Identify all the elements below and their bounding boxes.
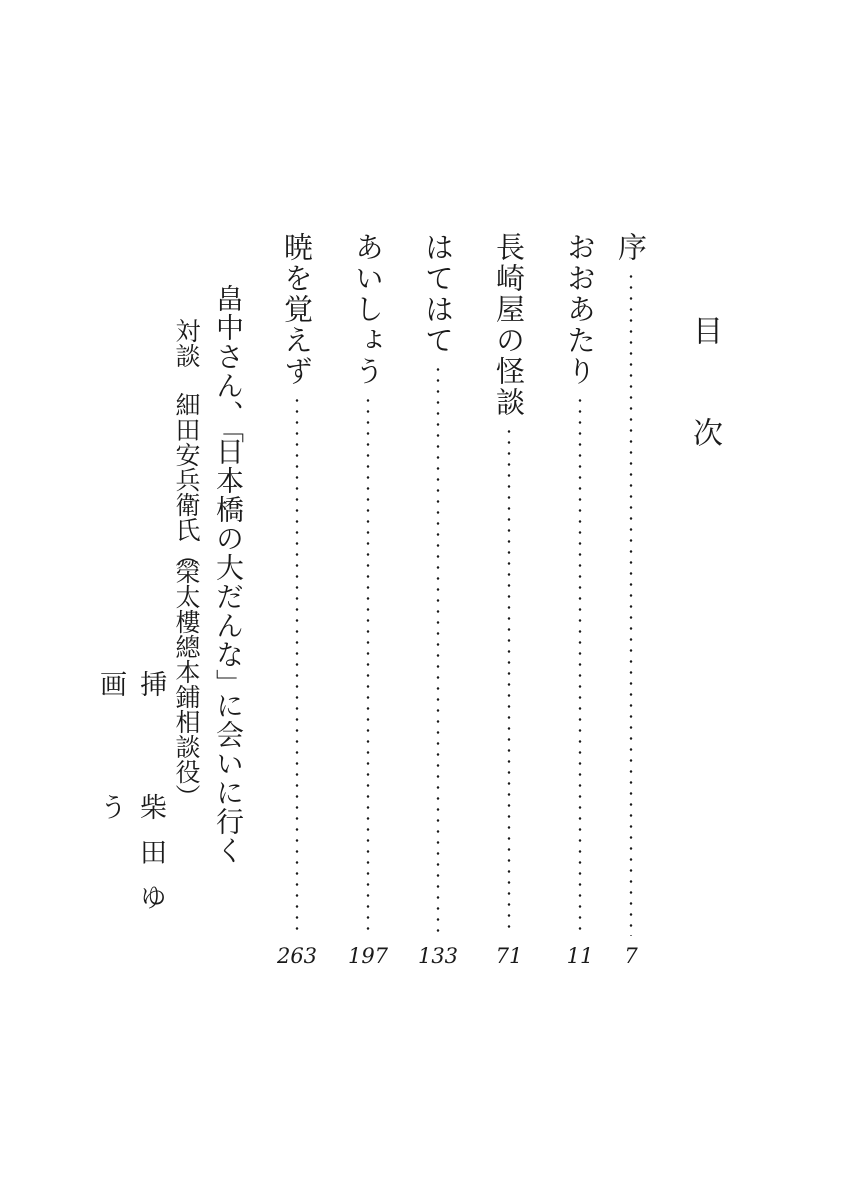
dot-leader	[507, 426, 511, 936]
toc-entry-title: 長崎屋の怪談	[492, 232, 526, 418]
credit-illustrator: 柴田ゆう	[95, 792, 166, 928]
toc-entry-page: 263	[276, 944, 318, 968]
dialogue-role: 榮太樓總本鋪相談役	[172, 559, 201, 784]
dialogue-close-paren: ）	[172, 784, 201, 801]
page-title: 目次	[687, 315, 722, 519]
toc-entry-title: おおあたり	[563, 232, 597, 387]
extra-close-bracket: 」	[212, 669, 245, 691]
toc-entry-page: 133	[417, 944, 459, 968]
toc-entry-4[interactable]	[416, 232, 460, 968]
dialogue-subtitle	[166, 318, 206, 801]
dot-leader	[629, 271, 633, 936]
extra-open-bracket: 「	[212, 429, 245, 437]
illustration-credit	[95, 670, 166, 970]
toc-entry-page: 11	[566, 944, 594, 968]
credit-label: 挿画	[95, 670, 166, 721]
dialogue-guest: 細田安兵衛氏	[172, 392, 201, 542]
extra-suffix: に会いに行く	[212, 691, 245, 865]
toc-entry-page: 7	[624, 944, 638, 968]
toc-entry-3[interactable]	[487, 232, 531, 968]
dialogue-open-paren: （	[172, 542, 201, 559]
toc-entry-1[interactable]	[609, 232, 653, 968]
toc-entry-title: 暁を覚えず	[280, 232, 314, 387]
dot-leader	[366, 395, 370, 936]
toc-entry-5[interactable]	[346, 232, 390, 968]
toc-entry-title: はてはて	[421, 232, 455, 356]
toc-entry-title: 序	[614, 232, 648, 263]
extra-quoted: 日本橋の大だんな	[212, 437, 245, 669]
dot-leader	[295, 395, 299, 936]
extra-prefix: 畠中さん、	[212, 284, 245, 429]
toc-entry-page: 71	[495, 944, 523, 968]
dialogue-label: 対談	[172, 318, 201, 368]
toc-entry-title: あいしょう	[351, 232, 385, 387]
toc-entry-page: 197	[347, 944, 389, 968]
toc-entry-6[interactable]	[275, 232, 319, 968]
extra-article-title[interactable]	[206, 284, 250, 865]
toc-entry-2[interactable]	[558, 232, 602, 968]
dot-leader	[578, 395, 582, 936]
dot-leader	[436, 364, 440, 936]
